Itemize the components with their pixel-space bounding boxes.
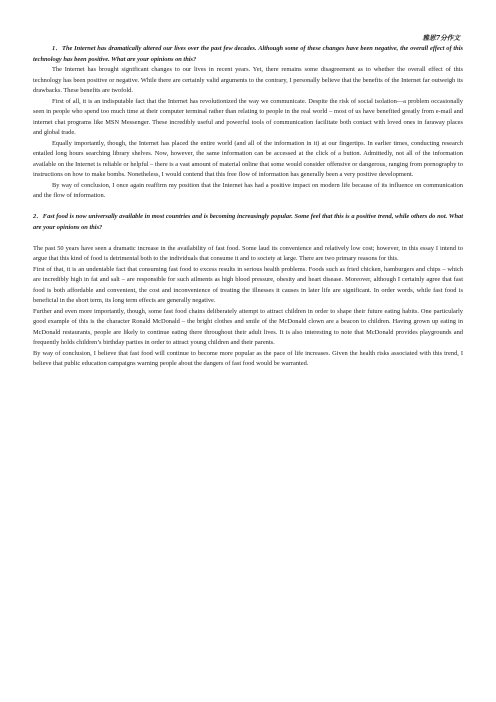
essay1-paragraph: The Internet has brought significant changes to our lives in recent years. Yet, there remains some disagreement as to whether the overall effect of this technology has been positive or negative. While there are certainly valid arguments to the contrary, I personally believe that the benefits of the Internet far outweigh its drawbacks. These benefits are twofold. — [33, 66, 463, 94]
header-tag: 雅思7分作文 — [422, 34, 460, 42]
essay2-paragraph: By way of conclusion, I believe that fast food will continue to become more popular as the pace of life increases. Given the health risks associated with this trend, I believe that public education campaigns warning people about the dangers of fast food would be warranted. — [33, 349, 463, 367]
essay1-paragraph: Equally importantly, though, the Internet has placed the entire world (and all of the information in it) at our fingertips. In earlier times, conducting research entailed long hours searching library shelves. Now, however, the same information can be accessed at the click of a button. Admittedly, not all of the information available on the Internet is reliable or helpful – there is a vast amount of material online that some would consider offensive or dangerous, ranging from pornography to instructions on how to make bombs. Nonetheless, I would contend that this free flow of information has generally been a very positive development. — [33, 139, 463, 178]
essay2-paragraph: First of that, it is an undeniable fact that consuming fast food to excess results in serious health problems. Foods such as fried chicken, hamburgers and chips – which are incredibly high in fat and salt – are responsible for such ailments as high blood pressure, obesity and heart disease. Moreover, although I certainly agree that fast food is both affordable and convenient, the cost and inconvenience of treating the illnesses it causes in later life are significant. In order words, while fast food is beneficial in the short term, its long term effects are generally negative. — [33, 265, 463, 304]
essay1-paragraph: First of all, it is an indisputable fact that the Internet has revolutionized the way we communicate. Despite the risk of social isolation—a problem occasionally seen in people who spend too much time at their computer terminal rather than relating to people in the real world – most of us have benefited greatly from e-mail and internet chat programs like MSN Messenger. These incredibly useful and powerful tools of communication facilitate both contact with loved ones in faraway places and global trade. — [33, 97, 463, 136]
section-gap — [33, 233, 463, 244]
essay2-paragraph: The past 50 years have seen a dramatic increase in the availability of fast food. Some laud its convenience and relatively low cost; however, in this essay I intend to argue that this kind of food is detrimental both to the individuals that consume it and to society at large. There are two primary reasons for this. — [33, 244, 463, 262]
essay1-question: 1．The Internet has dramatically altered our lives over the past few decades. Although some of these changes have been negative, the overall effect of this technology has been positive. What are your opinions on this? — [33, 45, 463, 63]
essay1-paragraph: By way of conclusion, I once again reaffirm my position that the Internet has had a positive impact on modern life because of its influence on communication and the flow of information. — [33, 181, 463, 199]
document-body — [33, 44, 463, 370]
essay2-paragraph: Further and even more importantly, though, some fast food chains deliberately attempt to attract children in order to shape their future eating habits. One particularly good example of this is the character Ronald McDonald – the bright clothes and smile of the McDonald clown are a beacon to children. Having grown up eating in McDonald restaurants, people are likely to continue eating there throughout their adult lives. It is also interesting to note that McDonald provides playgrounds and frequently holds children’s birthday parties in order to attract young children and their parents. — [33, 307, 463, 346]
section-gap — [33, 202, 463, 213]
essay2-question: 2．Fast food is now universally available in most countries and is becoming increasingly popular. Some feel that this is a positive trend, while others do not. What are your opinions on this? — [33, 213, 463, 231]
